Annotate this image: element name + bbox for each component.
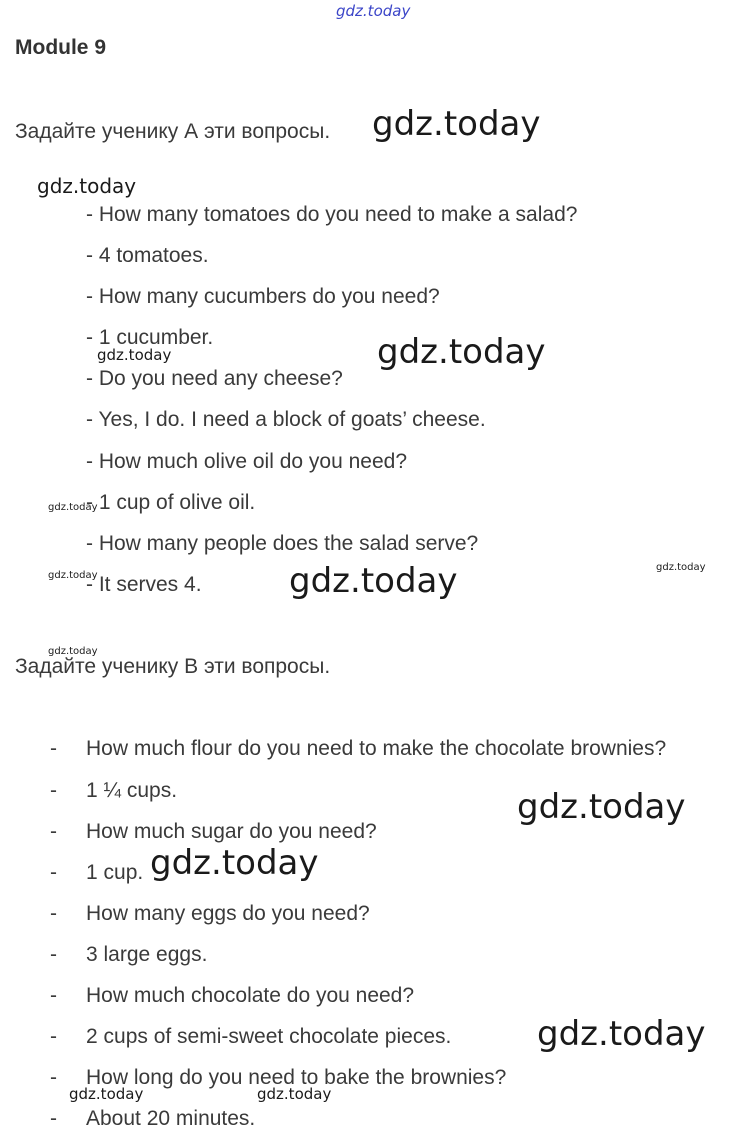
dialogue-a-line: - It serves 4. — [86, 573, 202, 596]
dialogue-b-line: About 20 minutes. — [86, 1107, 256, 1130]
list-bullet: - — [50, 1066, 57, 1089]
watermark: gdz.today — [48, 646, 98, 657]
list-bullet: - — [50, 820, 57, 843]
dialogue-a-line: - 1 cup of olive oil. — [86, 491, 256, 514]
dialogue-b-line: How much chocolate do you need? — [86, 984, 415, 1007]
watermark: gdz.today — [97, 346, 172, 364]
list-bullet: - — [50, 984, 57, 1007]
site-watermark-top: gdz.today — [336, 2, 411, 20]
dialogue-a-line: - How many tomatoes do you need to make a salad? — [86, 203, 578, 226]
dialogue-b-line: How many eggs do you need? — [86, 902, 370, 925]
dialogue-b-line: 1 ¼ cups. — [86, 779, 178, 802]
watermark: gdz.today — [537, 1014, 706, 1054]
watermark: gdz.today — [69, 1085, 144, 1103]
watermark: gdz.today — [377, 332, 546, 372]
dialogue-b-line: 2 cups of semi-sweet chocolate pieces. — [86, 1025, 452, 1048]
watermark: gdz.today — [517, 787, 686, 827]
list-bullet: - — [50, 1025, 57, 1048]
watermark: gdz.today — [656, 562, 706, 573]
watermark: gdz.today — [289, 561, 458, 601]
dialogue-b-line: How much flour do you need to make the chocolate brownies? — [86, 737, 667, 760]
watermark: gdz.today — [37, 174, 137, 198]
dialogue-b-line: How long do you need to bake the brownies? — [86, 1066, 507, 1089]
list-bullet: - — [50, 861, 57, 884]
dialogue-a-line: - Do you need any cheese? — [86, 367, 343, 390]
list-bullet: - — [50, 1107, 57, 1130]
section-a-instruction: Задайте ученику А эти вопросы. — [15, 120, 331, 143]
watermark: gdz.today — [372, 104, 541, 144]
list-bullet: - — [50, 779, 57, 802]
dialogue-b-line: How much sugar do you need? — [86, 820, 377, 843]
watermark: gdz.today — [48, 502, 98, 513]
list-bullet: - — [50, 902, 57, 925]
dialogue-a-line: - How many people does the salad serve? — [86, 532, 479, 555]
dialogue-a-line: - 1 cucumber. — [86, 326, 214, 349]
dialogue-a-line: - How much olive oil do you need? — [86, 450, 408, 473]
dialogue-a-line: - 4 tomatoes. — [86, 244, 209, 267]
section-b-instruction: Задайте ученику В эти вопросы. — [15, 655, 331, 678]
page-title: Module 9 — [15, 36, 107, 59]
list-bullet: - — [50, 737, 57, 760]
watermark: gdz.today — [150, 843, 319, 883]
dialogue-a-line: - Yes, I do. I need a block of goats’ cheese. — [86, 408, 486, 431]
dialogue-b-line: 3 large eggs. — [86, 943, 208, 966]
watermark: gdz.today — [257, 1085, 332, 1103]
watermark: gdz.today — [48, 570, 98, 581]
list-bullet: - — [50, 943, 57, 966]
dialogue-b-line: 1 cup. — [86, 861, 144, 884]
dialogue-a-line: - How many cucumbers do you need? — [86, 285, 440, 308]
